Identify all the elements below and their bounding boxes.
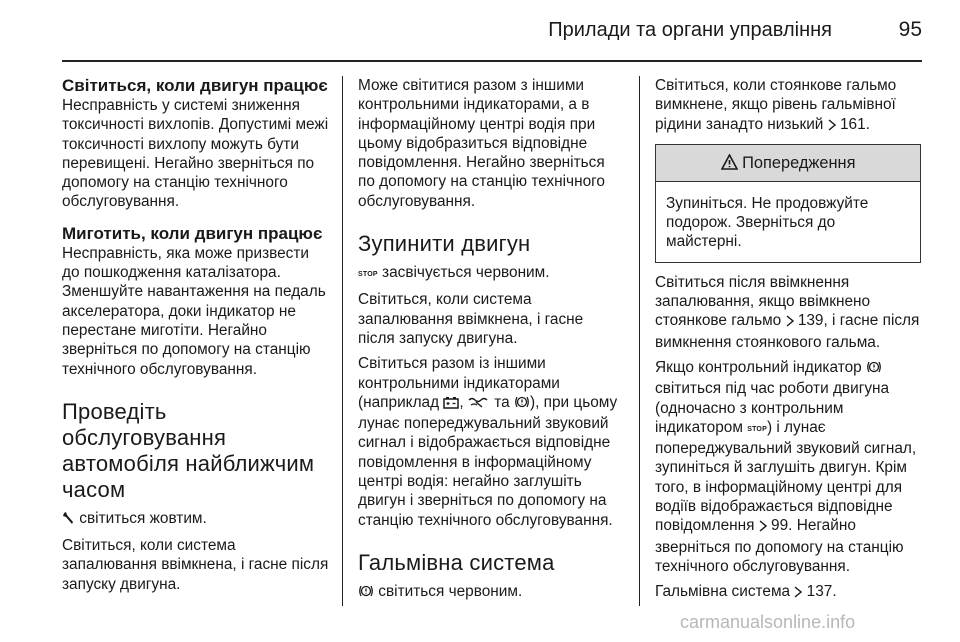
paragraph-brake-while-running: Якщо контрольний індикатор світиться під час роботи двигуна (одночасно з контрольним індикатором STOP) і лунає попереджувальний звуковий сигнал, зупиніться й заглушіть двигун. Крім того, в інформаційному центрі для водіїв відображається відповідне повідомлення 99. Негайно зверніться по допомогу на станцію технічного обслуговування.	[655, 358, 917, 575]
watermark: carmanualsonline.info	[680, 612, 856, 632]
stop-icon: STOP	[747, 425, 767, 433]
heading-service-soon: Проведіть обслуговування автомобіля найближчим часом	[62, 398, 315, 502]
wrench-icon	[62, 511, 75, 530]
header-divider	[62, 60, 922, 62]
warning-box	[655, 144, 921, 263]
heading-brake-system: Гальмівна система	[358, 549, 555, 575]
arrow-ref-icon	[786, 313, 794, 332]
arrow-ref-icon	[794, 584, 802, 603]
paragraph-parking-brake-on: Світиться після ввімкнення запалювання, якщо ввімкнено стоянкове гальмо 139, і гасне після вимкнення стоянкового гальма.	[655, 273, 920, 351]
column-divider-1	[342, 76, 343, 606]
brake-icon	[514, 395, 530, 414]
column-2	[358, 76, 624, 603]
stop-icon: STOP	[358, 271, 378, 279]
paragraph-stop-red: STOP засвічується червоним.	[358, 263, 624, 284]
paragraph-catalyst-fault: Несправність, яка може призвести до пошкодження каталізатора. Зменшуйте навантаження на педаль акселератора, доки індикатор не перестане миготіти. Негайно зверніться по допомогу на станцію технічного обслуговування.	[62, 244, 326, 378]
arrow-ref-icon	[828, 117, 836, 136]
warning-text: Зупиніться. Не продовжуйте подорож. Зверніться до майстерні.	[666, 194, 869, 251]
paragraph-with-other-indicators: Може світитися разом з іншими контрольними індикаторами, а в інформаційному центрі водія при цьому відобразиться відповідне повідомлення. Негайно зверніться по допомогу на станцію технічного обслуговування.	[358, 77, 605, 210]
coolant-icon	[468, 395, 490, 414]
brake-icon	[866, 360, 882, 379]
paragraph-emission-fault: Несправність у системі зниження токсичності вихлопів. Допустимі межі токсичності вихлопу можуть бути перевищені. Негайно зверніться по допомогу на станцію технічного обслуговування.	[62, 97, 329, 211]
paragraph-stop-with-others: Світиться разом із іншими контрольними індикаторами (наприклад , та ), при цьому лунає попереджувальний звуковий сигнал і відображається відповідне повідомлення в інформаційному центрі водія: негайно заглушіть двигун і зверніться по допомогу на станцію технічного обслуговування.	[358, 355, 618, 529]
warning-header: Попередження	[656, 145, 920, 182]
paragraph-brake-fluid-low: Світиться, коли стоянкове гальмо вимкнене, якщо рівень гальмівної рідини занадто низький 161.	[655, 76, 921, 136]
arrow-ref-icon	[759, 518, 767, 537]
warning-triangle-icon	[721, 147, 738, 183]
page-number: 95	[898, 18, 922, 41]
column-3	[655, 76, 921, 604]
brake-icon	[358, 584, 374, 603]
heading-stop-engine: Зупинити двигун	[358, 231, 531, 257]
paragraph-service-lit: світиться жовтим.	[62, 509, 330, 530]
page-header	[0, 0, 960, 56]
battery-icon	[443, 395, 459, 414]
paragraph-stop-ignition: Світиться, коли система запалювання ввімкнена, і гасне після запуску двигуна.	[358, 291, 584, 347]
heading-lit-engine-running: Світиться, коли двигун працює	[62, 76, 328, 95]
heading-flashing-engine-running: Миготить, коли двигун працює	[62, 223, 323, 243]
paragraph-service-ignition: Світиться, коли система запалювання ввімкнена, і гасне після запуску двигуна.	[62, 537, 329, 593]
column-1	[62, 76, 330, 594]
page-title: Прилади та органи управління	[548, 19, 832, 41]
paragraph-brake-red: світиться червоним.	[358, 582, 624, 603]
column-divider-2	[639, 76, 640, 606]
paragraph-brake-ref: Гальмівна система 137.	[655, 582, 921, 603]
